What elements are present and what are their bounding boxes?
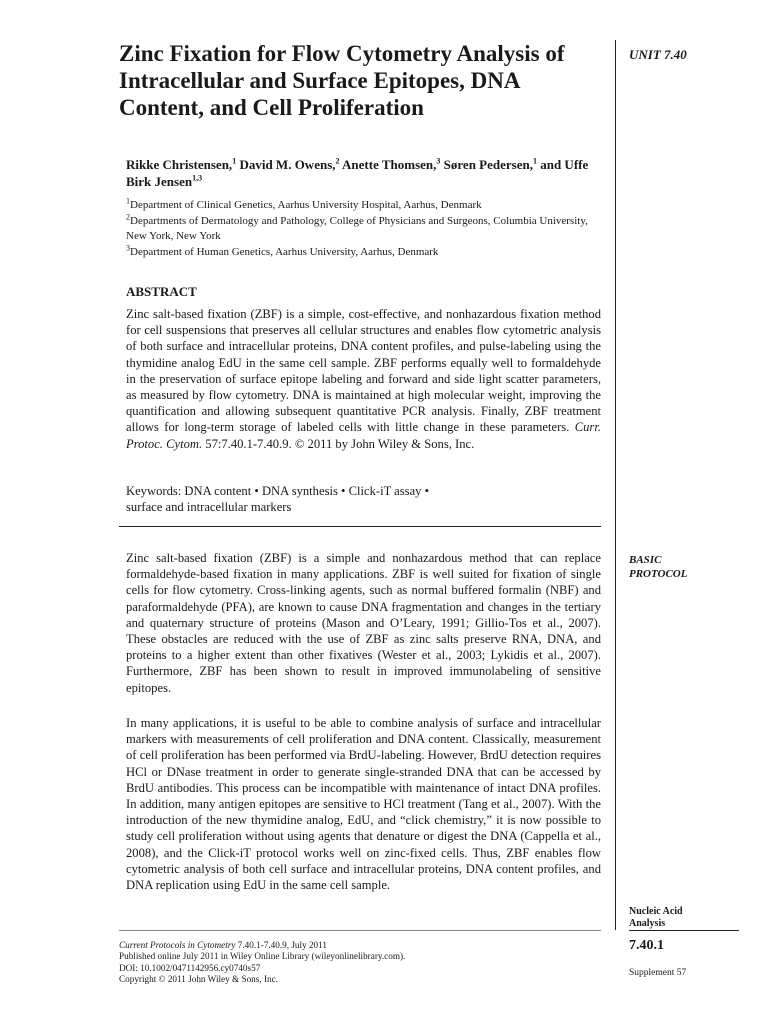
section-label-line: Nucleic Acid bbox=[629, 906, 683, 917]
keyword: DNA synthesis bbox=[261, 484, 338, 498]
footer-rule bbox=[119, 930, 601, 931]
footer-copyright: Copyright © 2011 John Wiley & Sons, Inc. bbox=[119, 974, 278, 985]
basic-protocol-label bbox=[629, 553, 739, 581]
author-affiliation-marker: 1,3 bbox=[192, 173, 203, 183]
author-name: David M. Owens, bbox=[236, 157, 336, 172]
paper-title: Zinc Fixation for Flow Cytometry Analysis of Intracellular and Surface Epitopes, DNA Content, and Cell Proliferation bbox=[119, 41, 565, 120]
body-paragraph-2: In many applications, it is useful to be able to combine analysis of surface and intracellular markers with measurements of cell proliferation and DNA content. Classically, measurement of cell proliferation has been performed via BrdU-labeling. However, BrdU detection requires HCl or DNase treatment in order to generate single-stranded DNA that can be accessed by BrdU antibodies. This process can be incompatible with maintenance of intact DNA profiles. In addition, many antigen epitopes are sensitive to HCl treatment (Tang et al., 2007). With the introduction of the new thymidine analog, EdU, and “click chemistry,” it is now possible to study cell proliferation without using agents that denature or digest the DNA (Cappella et al., 2008), and the Click-iT protocol works well on zinc-fixed cells. Thus, ZBF enables flow cytometric analysis of both cell surface and intracellular proteins, DNA content profiles, and DNA replication using EdU in the same cell sample. bbox=[126, 716, 601, 893]
author-list bbox=[119, 156, 596, 190]
author-affiliation-marker: 2 bbox=[335, 156, 340, 166]
body-paragraph-1: Zinc salt-based fixation (ZBF) is a simple and nonhazardous method that can replace formaldehyde-based fixation in many applications. ZBF is well suited for fixation of single cells for flow cytometry. Cross-linking agents, such as normal buffered formalin (NBF) and paraformaldehyde (PFA), are known to cause DNA fragmentation and changes in the tertiary and quaternary structure of proteins (Mason and O’Leary, 1991; Gillio-Tos et al., 2007). These obstacles are reduced with the use of ZBF as zinc salts preserve RNA, DNA, and proteins to a higher extent than other fixatives (Wester et al., 2003; Lykidis et al., 2007). Furthermore, ZBF has been shown to result in improved immunolabeling of sensitive epitopes. bbox=[126, 551, 601, 695]
footer-journal: Current Protocols in Cytometry bbox=[119, 940, 236, 950]
abstract-heading: ABSTRACT bbox=[126, 284, 197, 299]
footer-journal-pages: 7.40.1-7.40.9, July 2011 bbox=[235, 940, 327, 950]
author-name: Anette Thomsen, bbox=[339, 157, 437, 172]
affiliation-text: Departments of Dermatology and Pathology, College of Physicians and Surgeons, Columbia University, New York, New York bbox=[126, 215, 588, 242]
unit-label: UNIT 7.40 bbox=[629, 47, 687, 62]
section-label-line: Analysis bbox=[629, 918, 666, 929]
affiliation-marker: 3 bbox=[126, 243, 130, 253]
author-affiliation-marker: 1 bbox=[232, 156, 237, 166]
abstract-citation-journal: Curr. Protoc. Cytom. bbox=[126, 420, 601, 451]
keywords: Keywords: DNA content • DNA synthesis • Click-iT assay • surface and intracellular markers bbox=[126, 484, 430, 515]
section-label bbox=[629, 906, 739, 930]
affiliation-marker: 2 bbox=[126, 212, 130, 222]
keywords-label: Keywords: bbox=[126, 484, 182, 498]
author-affiliation-marker: 3 bbox=[436, 156, 441, 166]
footer-published: Published online July 2011 in Wiley Online Library (wileyonlinelibrary.com). bbox=[119, 951, 406, 962]
sidebar-rule bbox=[629, 930, 739, 931]
section-divider bbox=[119, 526, 601, 527]
page-number: 7.40.1 bbox=[629, 938, 664, 953]
affiliation-text: Department of Clinical Genetics, Aarhus University Hospital, Aarhus, Denmark bbox=[130, 199, 482, 211]
basic-protocol-line: PROTOCOL bbox=[629, 568, 688, 580]
footer-citation bbox=[119, 940, 601, 986]
affiliation bbox=[119, 245, 601, 260]
abstract-text bbox=[119, 306, 601, 452]
footer-doi: DOI: 10.1002/0471142956.cy0740s57 bbox=[119, 962, 261, 973]
abstract-citation: 57:7.40.1-7.40.9. © 2011 by John Wiley & Sons, Inc. bbox=[202, 436, 475, 451]
affiliation-text: Department of Human Genetics, Aarhus University, Aarhus, Denmark bbox=[130, 246, 439, 258]
keyword: DNA content bbox=[184, 484, 252, 498]
keyword: Click-iT assay bbox=[348, 484, 422, 498]
keyword: surface and intracellular markers bbox=[126, 500, 292, 515]
affiliation bbox=[119, 198, 601, 213]
basic-protocol-line: BASIC bbox=[629, 554, 662, 566]
author-affiliation-marker: 1 bbox=[532, 156, 537, 166]
affiliation-marker: 1 bbox=[126, 196, 130, 206]
affiliation bbox=[119, 214, 601, 244]
vertical-column-rule bbox=[615, 40, 616, 930]
footer-journal-line bbox=[119, 940, 601, 951]
author-name: and Uffe Birk Jensen bbox=[126, 157, 589, 189]
supplement-label: Supplement 57 bbox=[629, 968, 687, 978]
abstract-body: Zinc salt-based fixation (ZBF) is a simple, cost-effective, and nonhazardous fixation method for cell suspensions that preserves all cellular structures and enables flow cytometric analysis of both surface and intracellular proteins, DNA content profiles, and pulse-labeling using the thymidine analog EdU in the same cell sample. ZBF performs equally well to formaldehyde in the preservation of surface epitope labeling and forward and side light scatter parameters, as measured by flow cytometry. DNA is maintained at high molecular weight, improving the quantification and allowing subsequent quantitative PCR analysis. Finally, ZBF treatment allows for long-term storage of labeled cells with little change in these parameters. bbox=[126, 307, 601, 435]
author-name: Rikke Christensen, bbox=[126, 157, 233, 172]
author-name: Søren Pedersen, bbox=[440, 157, 533, 172]
